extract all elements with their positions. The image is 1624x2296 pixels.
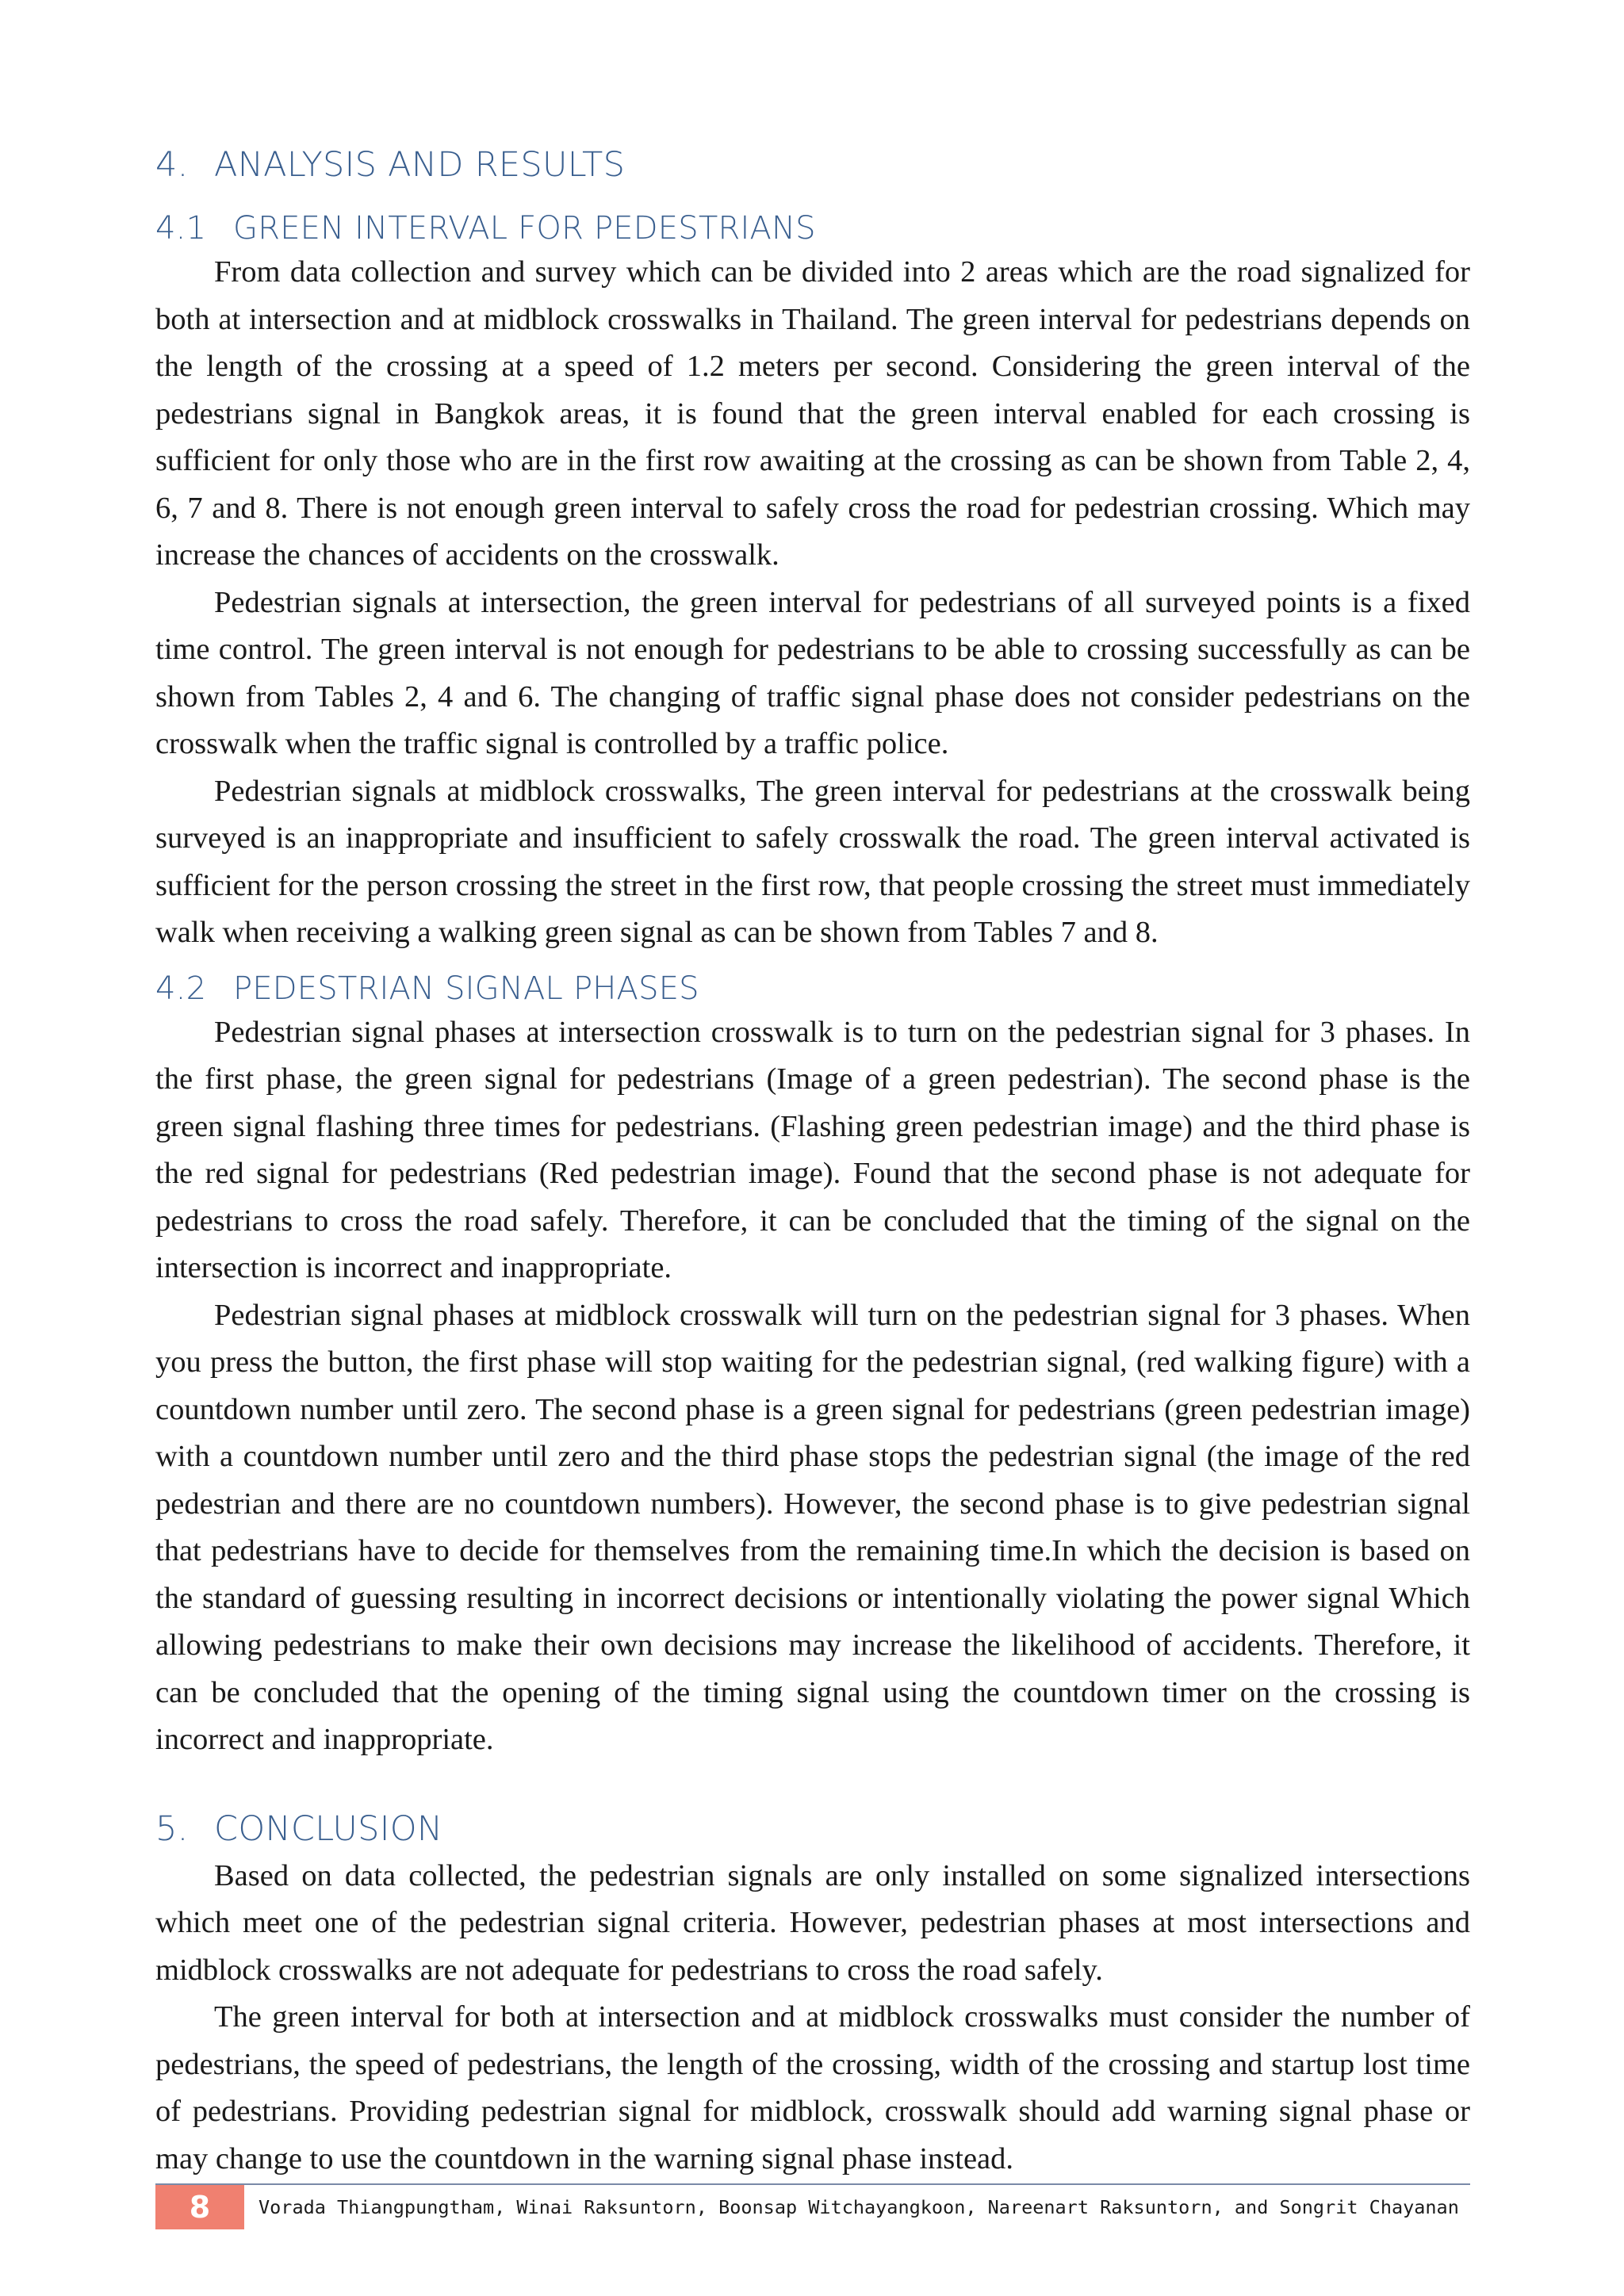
section-4-2-title: PEDESTRIAN SIGNAL PHASES — [233, 970, 699, 1007]
section-4-1-number: 4.1 — [155, 210, 207, 247]
section-4-heading — [155, 141, 1470, 189]
section-4-2-heading — [155, 968, 1470, 1009]
paragraph: From data collection and survey which can be divided into 2 areas which are the road signalized for both at intersection and at midblock crosswalks in Thailand. The green interval for pedestrians depends on the length of the crossing at a speed of 1.2 meters per second. Considering the green interval of the pedestrians signal in Bangkok areas, it is found that the green interval enabled for each crossing is sufficient for only those who are in the first row awaiting at the crossing as can be shown from Table 2, 4, 6, 7 and 8. There is not enough green interval to safely cross the road for pedestrian crossing. Which may increase the chances of accidents on the crosswalk. — [155, 255, 1470, 572]
section-4-1-title: GREEN INTERVAL FOR PEDESTRIANS — [233, 210, 816, 247]
paragraph: Pedestrian signal phases at midblock crosswalk will turn on the pedestrian signal for 3 phases. When you press the button, the first phase will stop waiting for the pedestrian signal, (red walking figure) with a countdown number until zero. The second phase is a green signal for pedestrians (green pedestrian image) with a countdown number until zero and the third phase stops the pedestrian signal (the image of the red pedestrian and there are no countdown numbers). However, the second phase is to give pedestrian signal that pedestrians have to decide for themselves from the remaining time.In which the decision is based on the standard of guessing resulting in incorrect decisions or intentionally violating the power signal Which allowing pedestrians to make their own decisions may increase the likelihood of accidents. Therefore, it can be concluded that the opening of the timing signal using the countdown timer on the crossing is incorrect and inappropriate. — [155, 1298, 1470, 1756]
section-5-number: 5. — [155, 1808, 189, 1849]
paragraph: Based on data collected, the pedestrian signals are only installed on some signalized intersections which meet one of the pedestrian signal criteria. However, pedestrian phases at most intersections and midblock crosswalks are not adequate for pedestrians to cross the road safely. — [155, 1858, 1470, 1987]
footer-divider — [155, 2183, 1470, 2185]
paragraph: The green interval for both at intersection and at midblock crosswalks must consider the number of pedestrians, the speed of pedestrians, the length of the crossing, width of the crossing and startup lost time of pedestrians. Providing pedestrian signal for midblock, crosswalk should add warning signal phase or may change to use the countdown in the warning signal phase instead. — [155, 2000, 1470, 2175]
section-5-heading — [155, 1805, 1470, 1853]
section-5-title: CONCLUSION — [214, 1808, 443, 1849]
paragraph: Pedestrian signals at intersection, the green interval for pedestrians of all surveyed points is a fixed time control. The green interval is not enough for pedestrians to be able to crossing successfully as can be shown from Tables 2, 4 and 6. The changing of traffic signal phase does not consider pedestrians on the crosswalk when the traffic signal is controlled by a traffic police. — [155, 585, 1470, 760]
section-4-1-heading — [155, 208, 1470, 249]
section-4-number: 4. — [155, 145, 189, 185]
paragraph: Pedestrian signal phases at intersection crosswalk is to turn on the pedestrian signal for 3 phases. In the first phase, the green signal for pedestrians (Image of a green pedestrian). The second phase is the green signal flashing three times for pedestrians. (Flashing green pedestrian image) and the third phase is the red signal for pedestrians (Red pedestrian image). Found that the second phase is not adequate for pedestrians to cross the road safely. Therefore, it can be concluded that the timing of the signal on the intersection is incorrect and inappropriate. — [155, 1015, 1470, 1284]
footer-authors: Vorada Thiangpungtham, Winai Raksuntorn, Boonsap Witchayangkoon, Nareenart Raksuntorn, and Songrit Chayanan — [259, 2196, 1459, 2218]
page-content — [155, 141, 1470, 2183]
page-number-badge: 8 — [155, 2185, 244, 2229]
page-footer — [155, 2183, 1470, 2229]
section-4-title: ANALYSIS AND RESULTS — [214, 145, 626, 185]
paragraph: Pedestrian signals at midblock crosswalks, The green interval for pedestrians at the crosswalk being surveyed is an inappropriate and insufficient to safely crosswalk the road. The green interval activated is sufficient for the person crossing the street in the first row, that people crossing the street must immediately walk when receiving a walking green signal as can be shown from Tables 7 and 8. — [155, 774, 1470, 949]
section-4-2-number: 4.2 — [155, 970, 207, 1007]
